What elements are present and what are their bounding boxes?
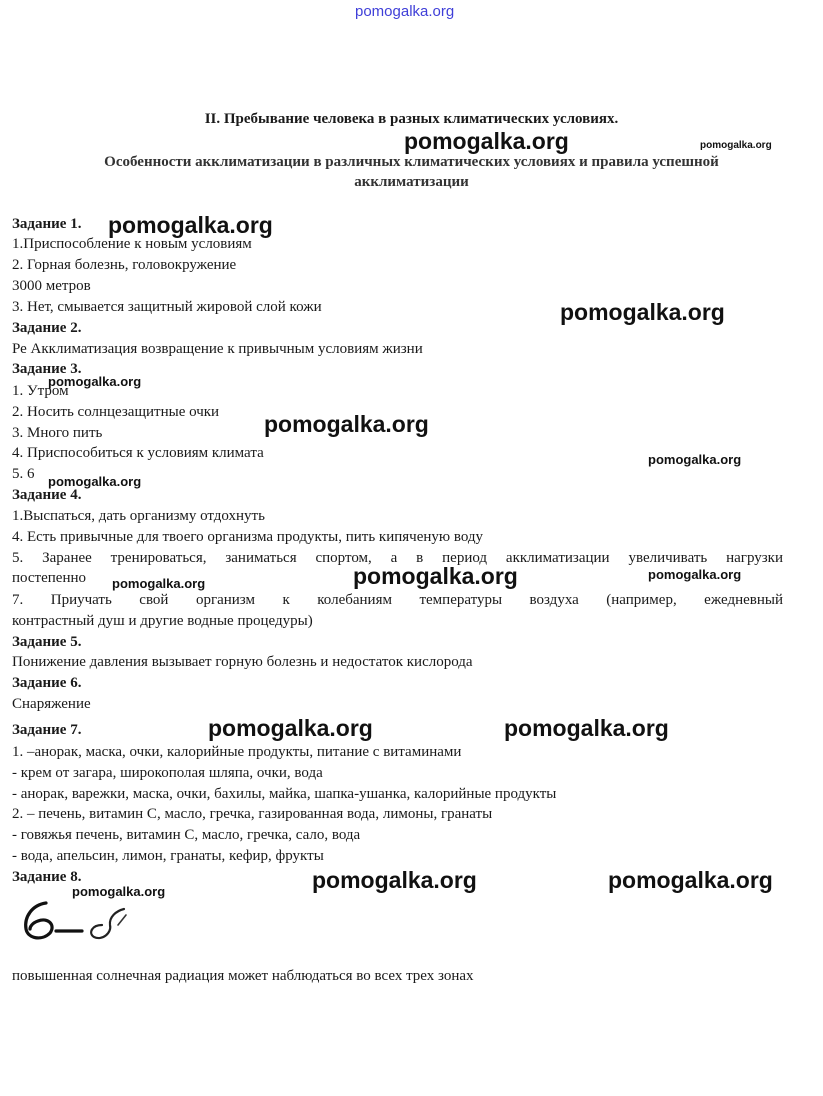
task-8-line-1: повышенная солнечная радиация может наблюдаться во всех трех зонах [12, 968, 474, 984]
task-4-line-2: 4. Есть привычные для твоего организма продукты, пить кипяченую воду [12, 529, 484, 545]
page-subtitle-line2: акклиматизации [354, 174, 469, 190]
task-4-line-6: контрастный душ и другие водные процедуры) [12, 613, 313, 629]
watermark: pomogalka.org [353, 563, 518, 589]
task-5-line-1: Понижение давления вызывает горную болезнь и недостаток кислорода [12, 654, 473, 670]
watermark: pomogalka.org [312, 867, 477, 893]
watermark: pomogalka.org [208, 715, 373, 741]
watermark: pomogalka.org [108, 212, 273, 238]
task-2-line-1: Ре Акклиматизация возвращение к привычным условиям жизни [12, 341, 423, 357]
task-1-heading: Задание 1. [12, 216, 82, 232]
task-1-line-3: 3000 метров [12, 278, 91, 294]
task-8-heading: Задание 8. [12, 869, 82, 885]
task-4-line-3: 5. Заранее тренироваться, заниматься спортом, а в период акклиматизации увеличивать нагрузки [12, 550, 783, 566]
watermark: pomogalka.org [648, 567, 742, 582]
watermark: pomogalka.org [700, 140, 772, 151]
watermark: pomogalka.org [404, 128, 569, 154]
task-6-heading: Задание 6. [12, 675, 82, 691]
task-1-line-4: 3. Нет, смывается защитный жировой слой кожи [12, 299, 322, 315]
task-7-line-2: - крем от загара, широкополая шляпа, очки, вода [12, 765, 323, 781]
task-4-line-5: 7. Приучать свой организм к колебаниям температуры воздуха (например, ежедневный [12, 592, 783, 608]
watermark: pomogalka.org [608, 867, 773, 893]
task-6-line-1: Снаряжение [12, 696, 91, 712]
task-7-line-3: - анорак, варежки, маска, очки, бахилы, майка, шапка-ушанка, калорийные продукты [12, 786, 557, 802]
task-4-heading: Задание 4. [12, 487, 82, 503]
watermark: pomogalka.org [648, 452, 742, 467]
task-1-line-2: 2. Горная болезнь, головокружение [12, 257, 237, 273]
task-2-heading: Задание 2. [12, 320, 82, 336]
task-3-line-4: 4. Приспособиться к условиям климата [12, 445, 264, 461]
watermark: pomogalka.org [72, 884, 166, 899]
task-3-line-1: 1. Утром [12, 383, 69, 399]
page-title: II. Пребывание человека в разных климатических условиях. [204, 111, 619, 127]
task-3-line-3: 3. Много пить [12, 425, 103, 441]
task-7-heading: Задание 7. [12, 722, 82, 738]
watermark: pomogalka.org [504, 715, 669, 741]
task-7-line-6: - вода, апельсин, лимон, гранаты, кефир, фрукты [12, 848, 324, 864]
header-link[interactable]: pomogalka.org [355, 3, 455, 20]
watermark: pomogalka.org [264, 411, 429, 437]
task-7-line-4: 2. – печень, витамин С, масло, гречка, газированная вода, лимоны, гранаты [12, 806, 493, 822]
watermark: pomogalka.org [112, 576, 206, 591]
task-5-heading: Задание 5. [12, 634, 82, 650]
task-3-line-5: 5. 6 [12, 466, 35, 482]
watermark: pomogalka.org [48, 474, 142, 489]
task-7-line-1: 1. –анорак, маска, очки, калорийные продукты, питание с витаминами [12, 744, 462, 760]
task-4-line-4: постепенно [12, 570, 87, 586]
task-4-line-1: 1.Выспаться, дать организму отдохнуть [12, 508, 265, 524]
handwritten-answer-drawing [18, 895, 133, 950]
watermark: pomogalka.org [560, 299, 725, 325]
task-3-line-2: 2. Носить солнцезащитные очки [12, 404, 220, 420]
task-1-line-1: 1.Приспособление к новым условиям [12, 236, 252, 252]
task-3-heading: Задание 3. [12, 361, 82, 377]
page-subtitle-line1: Особенности акклиматизации в различных климатических условиях и правила успешной [104, 154, 719, 170]
task-7-line-5: - говяжья печень, витамин С, масло, гречка, сало, вода [12, 827, 361, 843]
watermark: pomogalka.org [48, 374, 142, 389]
